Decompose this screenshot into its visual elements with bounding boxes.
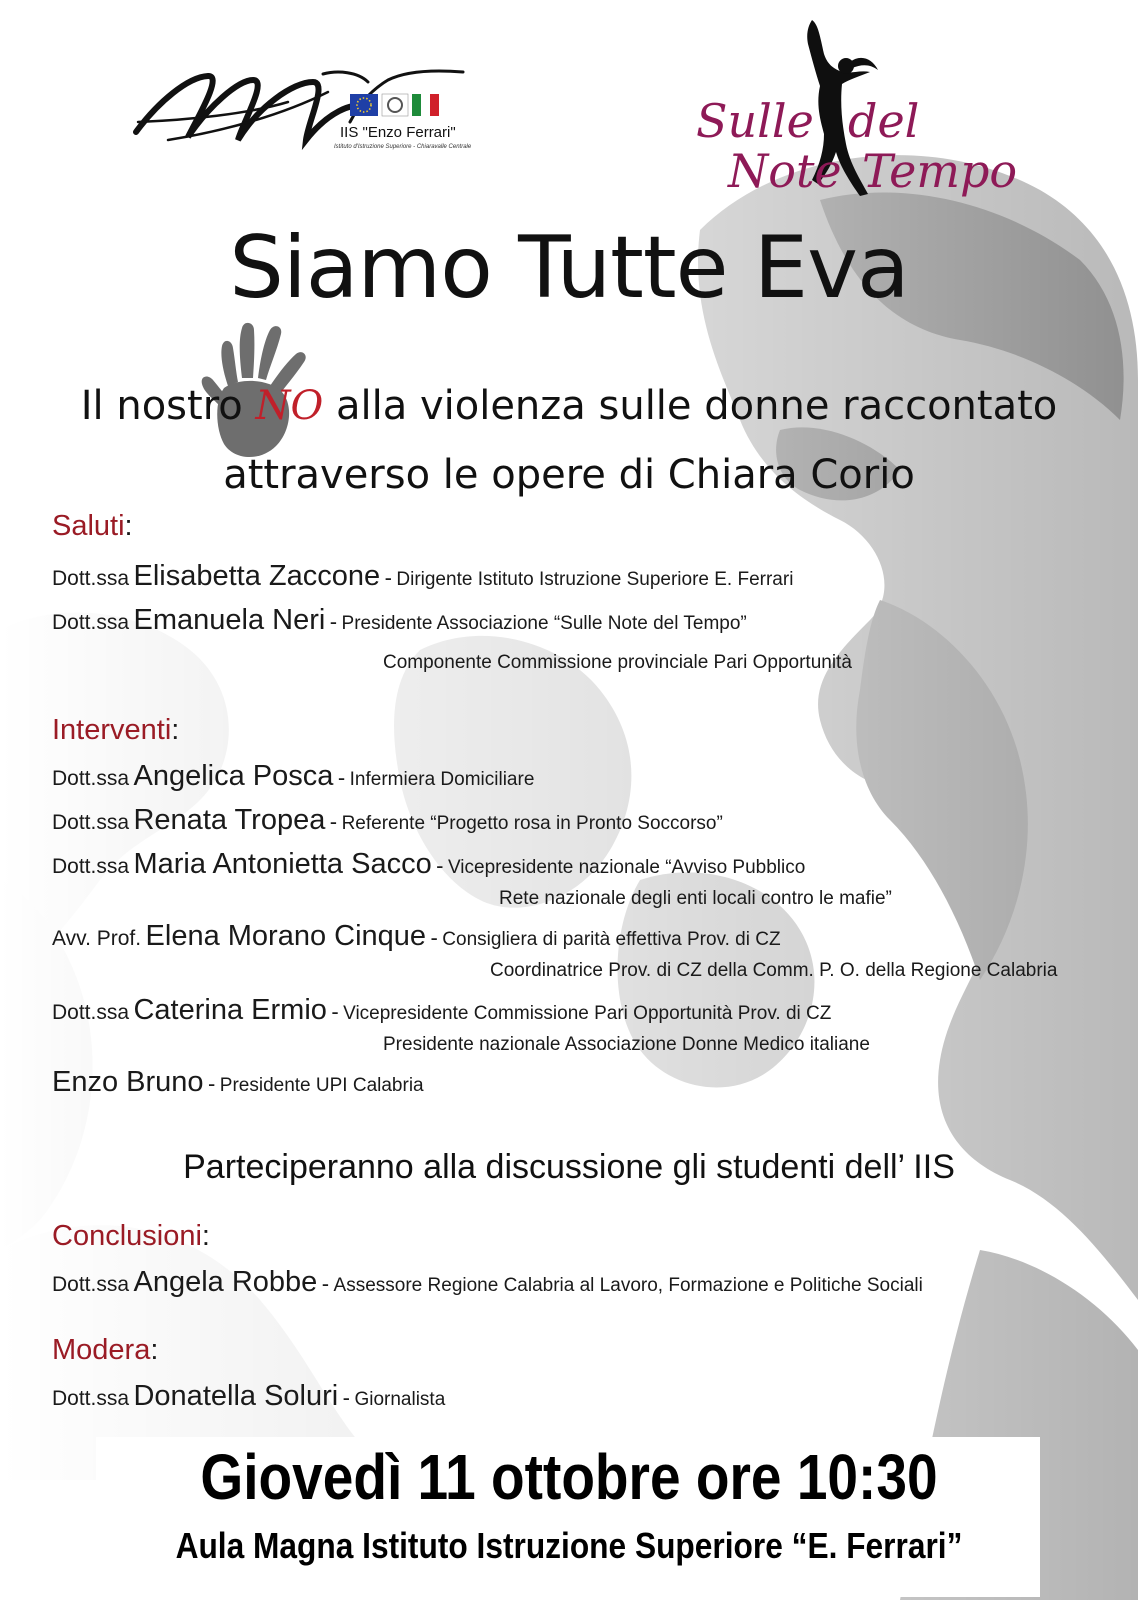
separator-dash: - — [331, 999, 339, 1024]
section-colon: : — [171, 714, 180, 746]
speaker-row — [52, 760, 534, 793]
section-heading-interventi — [52, 714, 179, 747]
speaker-row — [52, 920, 781, 953]
speaker-role-continued: Componente Commissione provinciale Pari Opportunità — [383, 652, 852, 673]
separator-dash: - — [329, 609, 338, 634]
section-label: Conclusioni — [52, 1220, 202, 1252]
speaker-name: Caterina Ermio — [133, 994, 327, 1026]
speaker-role: Giornalista — [354, 1389, 446, 1410]
speaker-role: Presidente Associazione “Sulle Note del Tempo” — [341, 613, 747, 634]
event-venue: Aula Magna Istituto Istruzione Superiore “E. Ferrari” — [175, 1525, 963, 1566]
speaker-name: Elena Morano Cinque — [145, 920, 427, 952]
section-heading-modera — [52, 1334, 158, 1367]
separator-dash: - — [342, 1385, 350, 1410]
speaker-title: Dott.ssa — [52, 567, 130, 590]
association-logo — [696, 14, 1020, 214]
speaker-row — [52, 604, 747, 637]
separator-dash: - — [329, 809, 338, 834]
speaker-role: Infermiera Domiciliare — [349, 769, 535, 790]
section-label: Interventi — [52, 714, 172, 746]
separator-dash: - — [436, 853, 444, 878]
italy-flag-icon — [412, 94, 421, 116]
participants-note: Parteciperanno alla discussione gli studenti dell’ IIS — [183, 1148, 955, 1186]
speaker-title: Dott.ssa — [52, 1273, 130, 1296]
speaker-role: Presidente UPI Calabria — [219, 1075, 424, 1096]
speaker-row — [52, 1066, 424, 1099]
speaker-title: Dott.ssa — [52, 855, 130, 878]
speaker-title: Dott.ssa — [52, 767, 130, 790]
speaker-role: Dirigente Istituto Istruzione Superiore E. Ferrari — [396, 569, 794, 590]
association-word-note: Note — [728, 144, 842, 198]
separator-dash: - — [321, 1271, 330, 1296]
section-colon: : — [150, 1334, 159, 1366]
speaker-row — [52, 804, 723, 837]
speaker-name: Angelica Posca — [133, 760, 334, 792]
school-logo — [128, 62, 478, 162]
subtitle-text-before: Il nostro — [80, 383, 243, 429]
school-name: IIS "Enzo Ferrari" — [340, 124, 456, 141]
speaker-title: Dott.ssa — [52, 611, 130, 634]
section-heading-saluti — [52, 510, 133, 543]
section-colon: : — [201, 1220, 210, 1252]
speaker-name: Emanuela Neri — [133, 604, 326, 636]
separator-dash: - — [208, 1071, 216, 1096]
speaker-role: Assessore Regione Calabria al Lavoro, Formazione e Politiche Sociali — [333, 1275, 923, 1296]
speaker-name: Enzo Bruno — [52, 1066, 204, 1098]
school-subtitle: Istituto d'Istruzione Superiore - Chiaravalle Centrale — [334, 144, 472, 150]
section-heading-conclusioni — [52, 1220, 210, 1253]
speaker-name: Donatella Soluri — [133, 1380, 339, 1412]
speaker-role: Referente “Progetto rosa in Pronto Soccorso” — [341, 813, 723, 834]
speaker-title: Dott.ssa — [52, 811, 130, 834]
speaker-row — [52, 994, 831, 1027]
section-label: Modera — [52, 1334, 151, 1366]
subtitle-line-1 — [0, 383, 1138, 429]
separator-dash: - — [384, 565, 392, 590]
no-word-highlight: NO — [255, 383, 324, 429]
speaker-name: Maria Antonietta Sacco — [133, 848, 432, 880]
section-colon: : — [124, 510, 133, 542]
subtitle-line-2: attraverso le opere di Chiara Corio — [223, 452, 915, 498]
association-word-del: del — [848, 94, 920, 148]
speaker-name: Renata Tropea — [133, 804, 326, 836]
speaker-row — [52, 1380, 445, 1413]
event-datetime: Giovedì 11 ottobre ore 10:30 — [200, 1441, 938, 1513]
speaker-title: Dott.ssa — [52, 1387, 130, 1410]
speaker-row — [52, 560, 793, 593]
speaker-row — [52, 1266, 923, 1299]
poster-title: Siamo Tutte Eva — [229, 218, 909, 318]
separator-dash: - — [430, 925, 438, 950]
speaker-role-continued: Coordinatrice Prov. di CZ della Comm. P. O. della Regione Calabria — [490, 960, 1058, 981]
speaker-name: Elisabetta Zaccone — [133, 560, 381, 592]
speaker-row — [52, 848, 805, 881]
speaker-role: Consigliera di parità effettiva Prov. di CZ — [442, 929, 781, 950]
separator-dash: - — [337, 765, 346, 790]
speaker-title: Dott.ssa — [52, 1001, 130, 1024]
section-label: Saluti — [52, 510, 125, 542]
association-word-tempo: Tempo — [862, 144, 1018, 198]
subtitle-text-after: alla violenza sulle donne raccontato — [335, 383, 1058, 429]
speaker-role: Vicepresidente Commissione Pari Opportunità Prov. di CZ — [343, 1003, 832, 1024]
speaker-title: Avv. Prof. — [52, 927, 142, 950]
association-word-sulle: Sulle — [696, 94, 814, 148]
speaker-name: Angela Robbe — [133, 1266, 318, 1298]
speaker-role-continued: Rete nazionale degli enti locali contro le mafie” — [499, 888, 892, 909]
speaker-role: Vicepresidente nazionale “Avviso Pubblico — [447, 857, 806, 878]
speaker-role-continued: Presidente nazionale Associazione Donne Medico italiane — [383, 1034, 870, 1055]
